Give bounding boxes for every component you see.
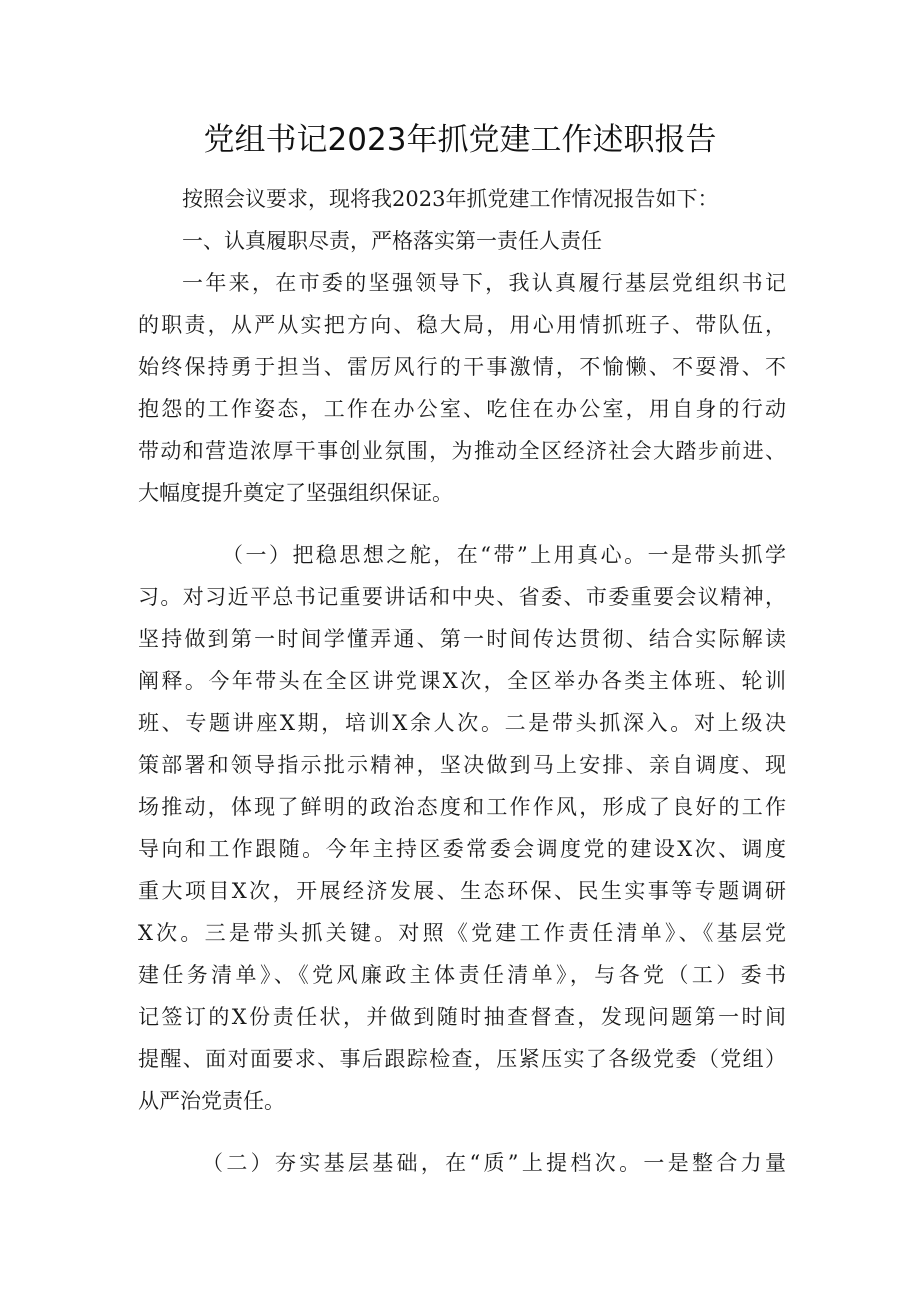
- paragraph-spacer: [138, 514, 786, 534]
- document-title: 党组书记2023年抓党建工作述职报告: [203, 122, 717, 158]
- paragraph-line: （二）夯实基层基础，在“质”上提档次。一是整合力量: [202, 1151, 786, 1175]
- paragraph-3: [138, 1142, 786, 1184]
- paragraph-line: X次。三是带头抓关键。对照《党建工作责任清单》、《基层党: [138, 921, 786, 945]
- intro-paragraph: 按照会议要求，现将我2023年抓党建工作情况报告如下：: [182, 187, 719, 211]
- paragraph-line: 坚持做到第一时间学懂弄通、第一时间传达贯彻、结合实际解读: [138, 627, 786, 651]
- document-body: [138, 178, 786, 1184]
- paragraph-line: 抱怨的工作姿态，工作在办公室、吃住在办公室，用自身的行动: [138, 397, 786, 421]
- paragraph-line: 重大项目X次，开展经济发展、生态环保、民生实事等专题调研: [138, 879, 786, 903]
- paragraph-line: 班、专题讲座X期，培训X余人次。二是带头抓深入。对上级决: [138, 711, 786, 735]
- paragraph-line: 习。对习近平总书记重要讲话和中央、省委、市委重要会议精神，: [138, 585, 786, 609]
- paragraph-spacer: [138, 1122, 786, 1142]
- paragraph-line: 从严治党责任。: [138, 1089, 285, 1113]
- paragraph-line: 大幅度提升奠定了坚强组织保证。: [138, 481, 453, 505]
- paragraph-line: 带动和营造浓厚干事创业氛围，为推动全区经济社会大踏步前进、: [138, 439, 786, 463]
- paragraph-line: 始终保持勇于担当、雷厉风行的干事激情，不愉懒、不耍滑、不: [138, 355, 786, 379]
- paragraph-line: 一年来，在市委的坚强领导下，我认真履行基层党组织书记: [182, 271, 786, 295]
- paragraph-line: 建任务清单》、《党风廉政主体责任清单》，与各党（工）委书: [138, 963, 786, 987]
- paragraph-line: 提醒、面对面要求、事后跟踪检查，压紧压实了各级党委（党组）: [138, 1047, 786, 1071]
- paragraph-line: 导向和工作跟随。今年主持区委常委会调度党的建设X次、调度: [138, 837, 786, 861]
- section-heading-1: 一、认真履职尽责，严格落实第一责任人责任: [182, 229, 602, 253]
- paragraph-line: 的职责，从严从实把方向、稳大局，用心用情抓班子、带队伍，: [138, 313, 786, 337]
- paragraph-line: （一）把稳思想之舵，在“带”上用真心。一是带头抓学: [222, 543, 786, 567]
- paragraph-2: [138, 534, 786, 1122]
- paragraph-line: 策部署和领导指示批示精神，坚决做到马上安排、亲自调度、现: [138, 753, 786, 777]
- paragraph-line: 场推动，体现了鲜明的政治态度和工作作风，形成了良好的工作: [138, 795, 786, 819]
- paragraph-line: 记签订的X份责任状，并做到随时抽查督查，发现问题第一时间: [138, 1005, 786, 1029]
- paragraph-line: 阐释。今年带头在全区讲党课X次，全区举办各类主体班、轮训: [138, 669, 786, 693]
- paragraph-1: [138, 262, 786, 514]
